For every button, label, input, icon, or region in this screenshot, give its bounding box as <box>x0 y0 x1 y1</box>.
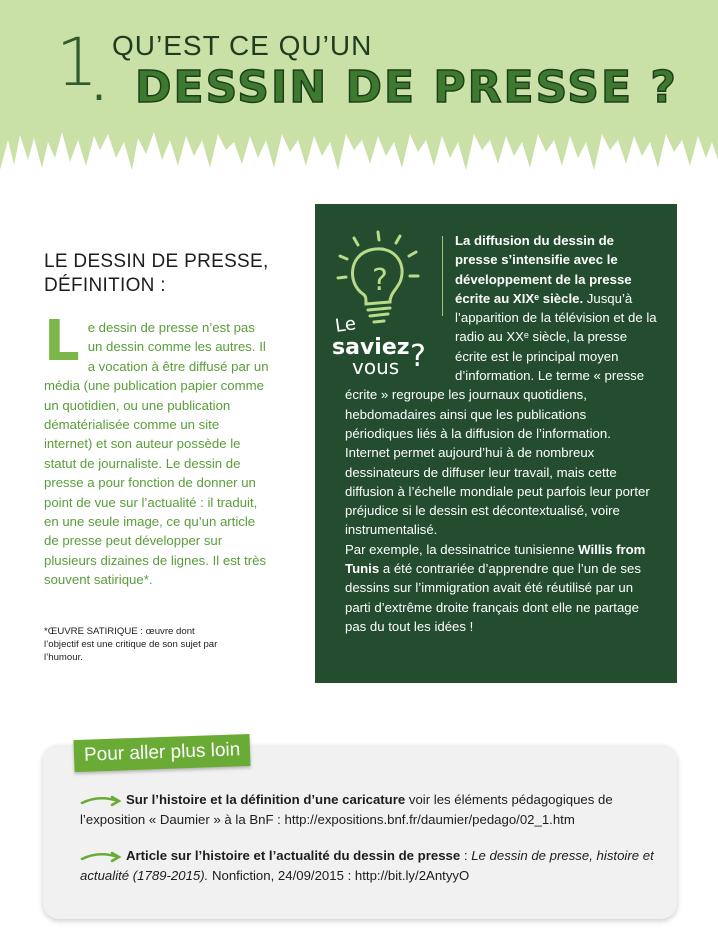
lightbulb-question-mark: ? <box>372 263 388 298</box>
badge-question-mark: ? <box>410 339 426 374</box>
did-you-know-text <box>345 231 657 636</box>
did-you-know-para2-start: Par exemple, la dessinatrice tunisienne <box>345 541 579 557</box>
badge-saviez: saviez <box>332 335 410 360</box>
definition-body <box>44 309 269 590</box>
definition-heading-line1: LE DESSIN DE PRESSE, <box>44 251 269 272</box>
chapter-number: 1 <box>56 24 96 101</box>
further-reading-box <box>43 745 677 919</box>
further-item2-sep: : <box>460 848 472 863</box>
badge-spacer <box>345 231 455 383</box>
header-banner <box>0 0 718 175</box>
further-item2-italic: Le dessin de presse, histoire et actualité (1789-2015). <box>80 848 654 883</box>
did-you-know-intro: La diffusion du dessin de presse s’intensifie avec le développement de la presse écrite au XIXᵉ siècle. <box>455 233 632 306</box>
further-item1-text[interactable]: voir les éléments pédagogiques de l’exposition « Daumier » à la BnF : http://expositions.bnf.fr/daumier/pedago/02_1.htm <box>80 792 613 827</box>
did-you-know-para2 <box>345 540 657 636</box>
footnote-text: œuvre dont l’objectif est une critique de son sujet par l’humour. <box>44 626 218 663</box>
badge-le: Le <box>333 313 358 337</box>
further-item-caricature <box>80 790 660 830</box>
did-you-know-para2-end: a été contrariée d’apprendre que l’un de ses dessins sur l’immigration avait été réutilisé par un parti d’extrême droite français dont elle ne partage pas du tout les idées ! <box>345 561 641 634</box>
further-item1-title: Sur l’histoire et la définition d’une caricature <box>126 792 406 807</box>
dropcap-letter: L <box>44 309 80 374</box>
footnote-label: *ŒUVRE SATIRIQUE : <box>44 626 143 637</box>
further-item-article <box>80 846 660 886</box>
footnote <box>44 625 224 664</box>
further-item2-title: Article sur l’histoire et l’actualité du dessin de presse <box>126 848 461 863</box>
did-you-know-intro-wrap <box>345 231 657 540</box>
badge-vous: vous <box>352 355 400 379</box>
further-item2-end[interactable]: Nonfiction, 24/09/2015 : http://bit.ly/2AntyyO <box>208 868 470 883</box>
arrow-icon <box>80 851 122 863</box>
definition-heading-line2: DÉFINITION : <box>44 275 166 296</box>
page-title-line2: DESSIN DE PRESSE ? <box>135 62 678 113</box>
did-you-know-para1-start: Jusqu’à l’apparition de la télévision et de la radio au XXᵉ siècle, la presse écrite est le principal moyen d’information. Le terme « presse écrite » regroupe les journaux quotidiens, hebdomadaires ainsi que les publications périodiques liés à la diffusion de l’information. Internet permet aujourd’hui à de nombreux dessinateurs de diffuser leur travail, mais cette diffusion à l’échelle mondiale peut parfois leur porter préjudice si le dessin est décontextualisé, voire instrumentalisé. <box>345 290 657 538</box>
definition-text: e dessin de presse n’est pas un dessin comme les autres. Il a vocation à être diffusé par un média (une publication papier comme un quotidien, ou une publication dématérialisée comme un site internet) et son auteur possède le statut de journaliste. Le dessin de presse a pour fonction de donner un point de vue sur l’actualité : il traduit, en une seule image, ce qu’un article de presse peut développer sur plusieurs dizaines de lignes. Il est très souvent satirique*. <box>44 320 269 588</box>
arrow-icon <box>80 795 122 807</box>
definition-heading <box>44 250 284 298</box>
further-reading-tag: Pour aller plus loin <box>73 734 250 772</box>
artist-name: Willis from Tunis <box>345 541 646 577</box>
page-title-line1: QU’EST CE QU’UN <box>112 30 373 61</box>
chapter-dot: . <box>92 60 106 111</box>
